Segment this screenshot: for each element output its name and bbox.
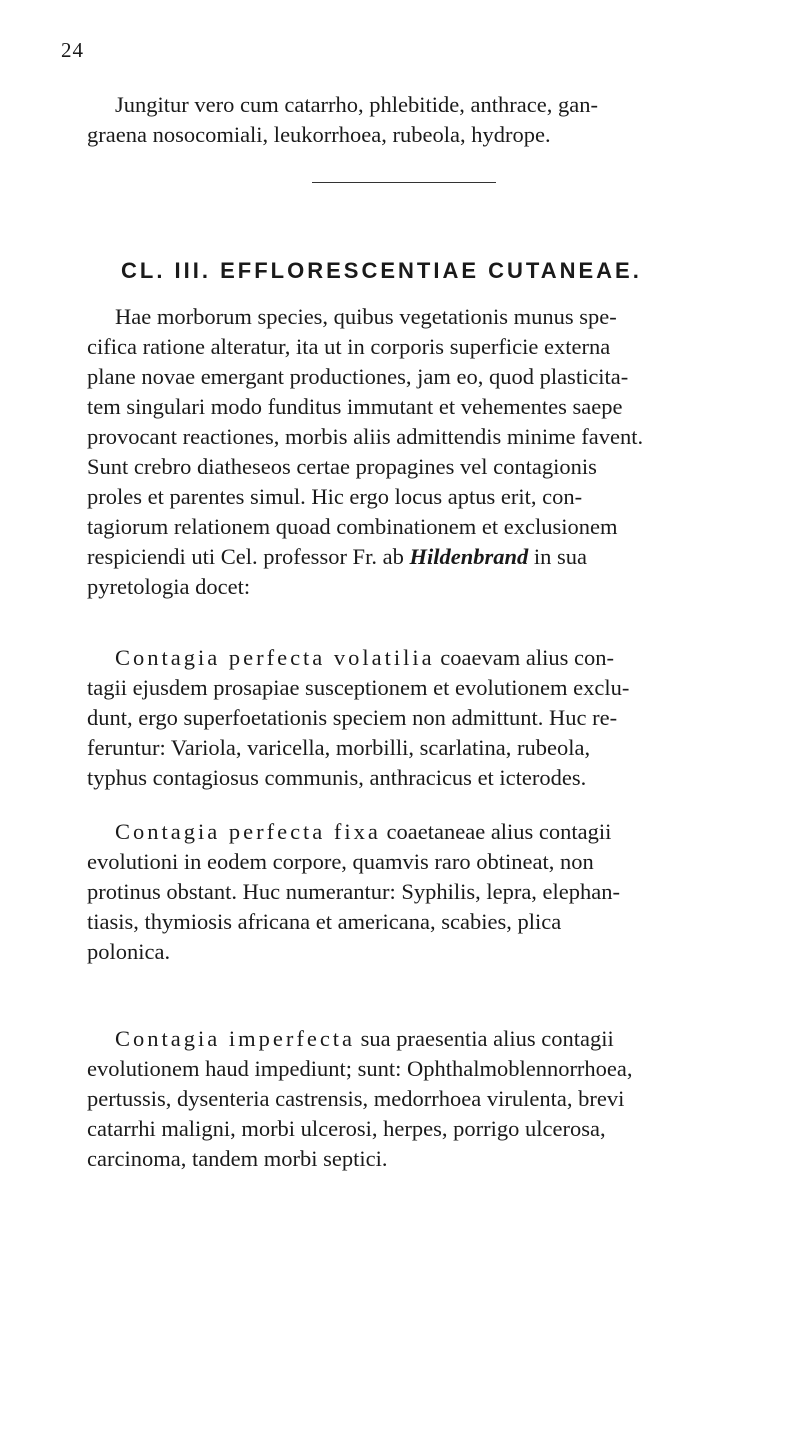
text-line: pertussis, dysenteria castrensis, medorrhoea virulenta, brevi [87,1086,625,1111]
author-name: Hildenbrand [409,544,529,569]
text-line: tagiorum relationem quoad combinationem et exclusionem [87,514,618,539]
text-line: feruntur: Variola, varicella, morbilli, scarlatina, rubeola, [87,735,591,760]
section-heading: CL. III. EFFLORESCENTIAE CUTANEAE. [121,258,642,283]
text-line: tagii ejusdem prosapiae susceptionem et evolutionem exclu- [87,675,630,700]
text-line [87,643,767,673]
text-fragment: respiciendi uti Cel. professor Fr. ab [87,544,404,569]
text-line: polonica. [87,939,171,964]
text-line: protinus obstant. Huc numerantur: Syphilis, lepra, elephan- [87,879,621,904]
page-number: 24 [61,38,84,62]
text-line: carcinoma, tandem morbi septici. [87,1146,388,1171]
text-line: tem singulari modo funditus immutant et vehementes saepe [87,394,623,419]
text-line: Jungitur vero cum catarrho, phlebitide, anthrace, gan- [115,92,598,117]
text-line: evolutioni in eodem corpore, quamvis raro obtineat, non [87,849,594,874]
text-line: Hae morborum species, quibus vegetationis munus spe- [115,304,617,329]
text-line: graena nosocomiali, leukorrhoea, rubeola, hydrope. [87,122,551,147]
text-line [87,542,767,572]
term-highlight: Contagia imperfecta [115,1026,356,1051]
intro-paragraph [87,90,767,150]
paragraph-4 [87,1024,767,1174]
section-divider [312,182,496,183]
text-line: plane novae emergant productiones, jam eo, quod plasticita- [87,364,629,389]
text-fragment: in sua [528,544,587,569]
text-fragment: coaevam alius con- [434,645,614,670]
text-line: tiasis, thymiosis africana et americana, scabies, plica [87,909,562,934]
text-line: catarrhi maligni, morbi ulcerosi, herpes, porrigo ulcerosa, [87,1116,606,1141]
text-line: pyretologia docet: [87,574,251,599]
paragraph-1 [87,302,767,602]
text-line [87,817,767,847]
text-fragment: sua praesentia alius contagii [355,1026,614,1051]
text-line: typhus contagiosus communis, anthracicus et icterodes. [87,765,587,790]
text-line: provocant reactiones, morbis aliis admittendis minime favent. [87,424,644,449]
text-fragment: coaetaneae alius contagii [380,819,612,844]
text-line: evolutionem haud impediunt; sunt: Ophthalmoblennorrhoea, [87,1056,633,1081]
term-highlight: Contagia perfecta fixa [115,819,381,844]
paragraph-3 [87,817,767,967]
paragraph-2 [87,643,767,793]
text-line: Sunt crebro diatheseos certae propagines vel contagionis [87,454,597,479]
text-line: proles et parentes simul. Hic ergo locus aptus erit, con- [87,484,583,509]
text-line: dunt, ergo superfoetationis speciem non admittunt. Huc re- [87,705,618,730]
text-line [87,1024,767,1054]
text-line: cifica ratione alteratur, ita ut in corporis superficie externa [87,334,611,359]
term-highlight: Contagia perfecta volatilia [115,645,435,670]
